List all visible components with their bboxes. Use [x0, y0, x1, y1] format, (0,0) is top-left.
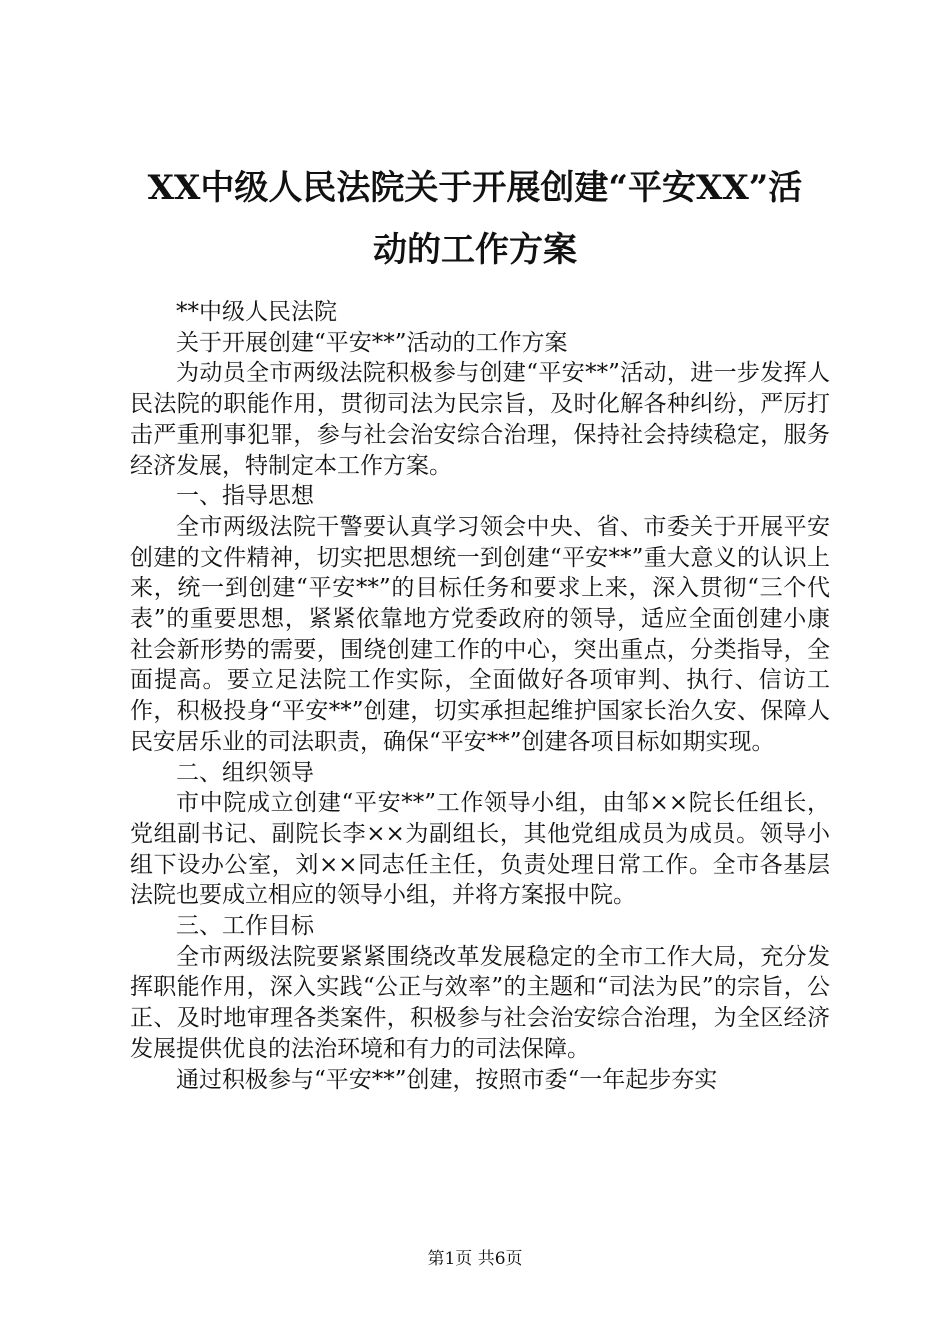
- section-heading-2: 二、组织领导: [176, 759, 314, 786]
- issuer-line: **中级人民法院: [176, 299, 337, 325]
- section-heading-3: 三、工作目标: [176, 913, 314, 940]
- section-paragraph-1: 全市两级法院干警要认真学习领会中央、省、市委关于开展平安创建的文件精神，切实把思想统一到创建“平安**”重大意义的认识上来，统一到创建“平安**”的目标任务和要求上来，深入贯彻“三个代表”的重要思想，紧紧依靠地方党委政府的领导，适应全面创建小康社会新形势的需要，围绕创建工作的中心，突出重点，分类指导，全面提高。要立足法院工作实际，全面做好各项审判、执行、信访工作，积极投身“平安**”创建，切实承担起维护国家长治久安、保障人民安居乐业的司法职责，确保“平安**”创建各项目标如期实现。: [130, 513, 830, 755]
- section-paragraph-3: 全市两级法院要紧紧围绕改革发展稳定的全市工作大局，充分发挥职能作用，深入实践“公正与效率”的主题和“司法为民”的宗旨，公正、及时地审理各类案件，积极参与社会治安综合治理，为全区经济发展提供优良的法治环境和有力的司法保障。: [130, 943, 830, 1062]
- section-paragraph-4: 通过积极参与“平安**”创建，按照市委“一年起步夯实: [176, 1066, 718, 1093]
- document-title-line-1: XX中级人民法院关于开展创建“平安XX”活: [147, 168, 803, 208]
- section-paragraph-2: 市中院成立创建“平安**”工作领导小组，由邹××院长任组长，党组副书记、副院长李××为副组长，其他党组成员为成员。领导小组下设办公室，刘××同志任主任，负责处理日常工作。全市各基层法院也要成立相应的领导小组，并将方案报中院。: [130, 790, 830, 909]
- intro-paragraph: 为动员全市两级法院积极参与创建“平安**”活动，进一步发挥人民法院的职能作用，贯彻司法为民宗旨，及时化解各种纠纷，严厉打击严重刑事犯罪，参与社会治安综合治理，保持社会持续稳定，服务经济发展，特制定本工作方案。: [130, 360, 830, 479]
- document-title-line-2: 动的工作方案: [373, 230, 577, 270]
- subtitle-line: 关于开展创建“平安**”活动的工作方案: [176, 329, 568, 356]
- section-heading-1: 一、指导思想: [176, 483, 314, 510]
- document-body: [130, 297, 830, 1095]
- page-number-footer: 第1页 共6页: [427, 1249, 523, 1269]
